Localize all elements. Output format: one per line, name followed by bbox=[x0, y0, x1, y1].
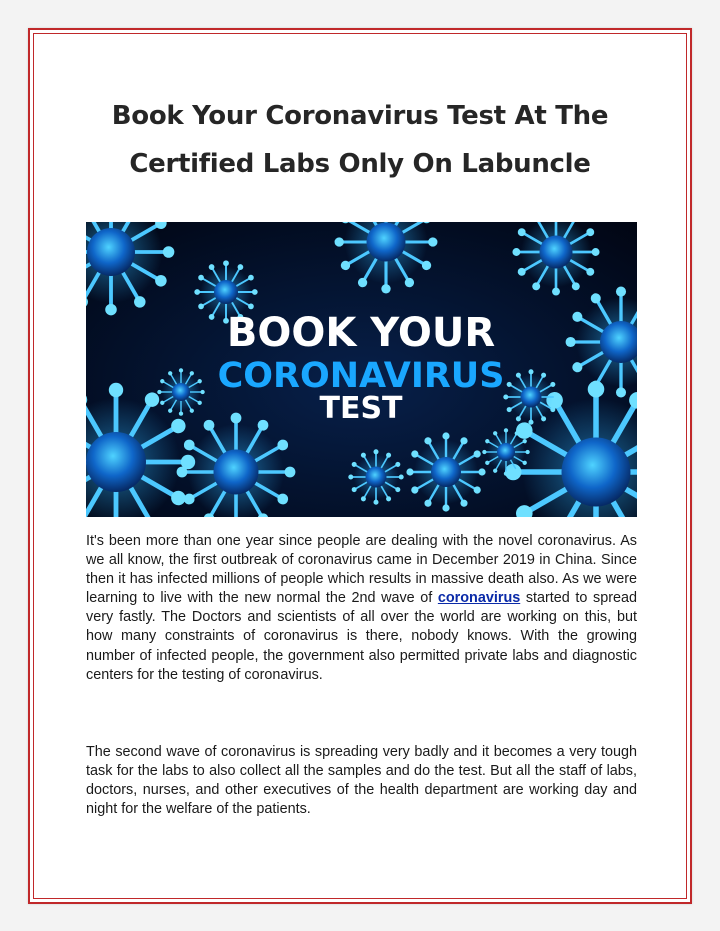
coronavirus-link[interactable]: coronavirus bbox=[437, 590, 521, 607]
hero-illustration bbox=[86, 222, 637, 517]
paragraph-second-wave: The second wave of coronavirus is spreading very badly and it becomes a very tough task for the labs to also collect all the samples and do the test. But all the staff of labs, doctors, nurses, and other executives of the health department are working day and night for the welfare of the patients. bbox=[86, 744, 637, 818]
hero-line-test: TEST bbox=[319, 391, 403, 426]
paragraph-intro bbox=[86, 532, 637, 685]
document-title: Book Your Coronavirus Test At The Certified Labs Only On Labuncle bbox=[111, 101, 609, 179]
paragraph-intro-text-b: started to spread very fastly. The Doctors and scientists of all over the world are working on this, but how many constraints of coronavirus is there, nobody knows. With the growing number of infected people, the government also permitted private labs and diagnostic centers for the testing of coronavirus. bbox=[86, 590, 637, 683]
document-page bbox=[28, 28, 692, 904]
hero-line-book-your: BOOK YOUR bbox=[226, 310, 496, 356]
paragraph-intro-text-a: It's been more than one year since people are dealing with the novel coronavirus. As we all know, the first outbreak of coronavirus came in December 2019 in China. Since then it has infected millions of people which results in massive death also. As we were learning to live with the new normal the 2nd wave of bbox=[86, 533, 637, 607]
hero-line-coronavirus: CORONAVIRUS bbox=[217, 356, 505, 396]
hero-image bbox=[86, 222, 637, 517]
